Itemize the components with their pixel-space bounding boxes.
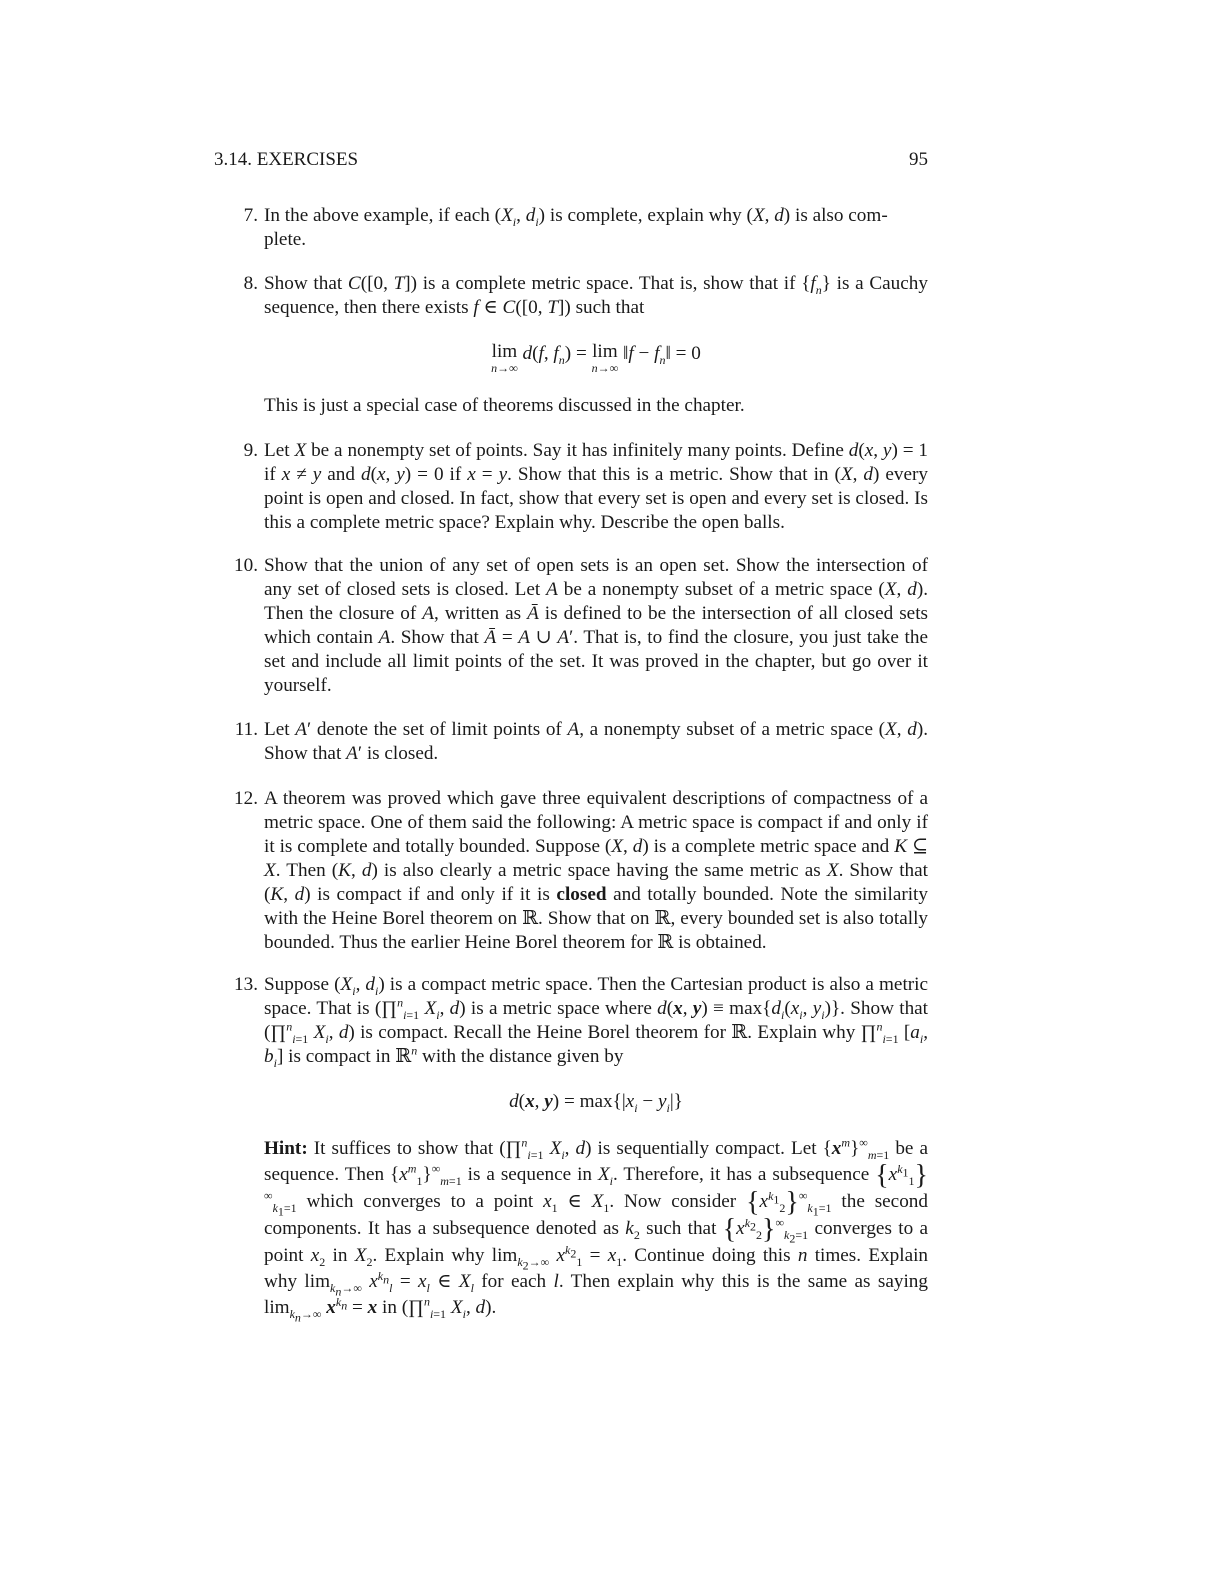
exercise-10: 10. Show that the union of any set of open sets is an open set. Show the intersection of any set of closed sets is closed. Let A be a nonempty subset of a metric space (X, d). Then the closure of A, written as Ā is defined to be the intersection of all closed sets which contain A. Show that Ā = A ∪ A′. That is, to find the closure, you just take the set and include all limit points of the set. It was proved in the chapter, but go over it yourself. — [264, 554, 928, 698]
exercise-8: 8. Show that C([0, T]) is a complete metric space. That is, show that if $\{f_n\}$ is a Cauchy sequence, then there exists f ∈ C([0, T]) such that — [264, 272, 928, 320]
exercise-13: 13. Suppose ($X_i$, $d_i$) is a compact metric space. Then the Cartesian product is also a metric space. That is (∏$^n_{i=1}$ $X_i$, d) is a metric space where d(x, $y) \equiv \max\{d_i(x_i$, $y_i$)}. Show that (∏$^n_{i=1}$ $X_i$, d) is compact. Recall the Heine Borel theorem for ℝ. Explain why ∏$^n_{i=1}$ [$a_i$, $b_i$] is compact in ℝ$^n$ with the distance given by — [264, 973, 928, 1069]
exercise-13-hint: Hint: It suffices to show that (∏$^n_{i=1}$ $X_i$, d) is sequentially compact. Let $\{x^m\}^\infty_{m=1}$ be a sequence. Then $\{x^m_1\}^\infty_{m=1}$ is a sequence in $X_i$. Therefore, it has a subsequence $\{x^{k_1}_1\}^\infty_{k_1=1}$ which converges to a point $x_1$ ∈ $X_1$. Now consider $\{x^{k_1}_2\}^\infty_{k_1=1}$ the second components. It has a subsequence denoted as $k_2$ such that $\{x^{k_2}_2\}^\infty_{k_2=1}$ converges to a point $x_2$ in $X_2$. Explain why $\lim_{k_2\to\infty} x^{k_2}_1 = x_1$. Continue doing this n times. Explain why $\lim_{k_n\to\infty} x^{k_n}_l = x_l$ ∈ $X_l$ for each l. Then explain why this is the same as saying $\lim_{k_n\to\infty} x^{k_n} = x$ in (∏$^n_{i=1}$ $X_i$, d). — [264, 1135, 929, 1325]
equation-limit: lim n→∞ d(f, $f_n) = \lim$ n→∞ ‖f − $f_n‖ = 0$ — [491, 341, 701, 375]
equation-distance: d(x, $y) = \max\{|x_i - y_i|\}$ — [509, 1091, 683, 1115]
exercise-number: 7. — [243, 205, 258, 226]
exercise-number: 13. — [234, 974, 258, 995]
page-number: 95 — [909, 149, 928, 170]
hint-label: Hint: — [264, 1138, 308, 1159]
exercise-number: 9. — [243, 440, 258, 461]
exercise-7: 7. In the above example, if each ($X_i$, $d_i$) is complete, explain why (X, d) is also com- plete. — [264, 204, 928, 252]
exercise-11: 11. Let A′ denote the set of limit points of A, a nonempty subset of a metric space (X, d). Show that A′ is closed. — [264, 718, 928, 766]
exercise-number: 12. — [234, 788, 258, 809]
section-title: 3.14. EXERCISES — [214, 149, 359, 170]
exercise-8-closing: This is just a special case of theorems discussed in the chapter. — [264, 395, 745, 416]
exercise-number: 11. — [234, 719, 258, 740]
exercise-number: 8. — [243, 273, 258, 294]
exercise-12: 12. A theorem was proved which gave three equivalent descriptions of compactness of a metric space. One of them said the following: A metric space is compact if and only if it is complete and totally bounded. Suppose (X, d) is a complete metric space and K ⊆ X. Then (K, d) is also clearly a metric space having the same metric as X. Show that (K, d) is compact if and only if it is closed and totally bounded. Note the similarity with the Heine Borel theorem on ℝ. Show that on ℝ, every bounded set is also totally bounded. Thus the earlier Heine Borel theorem for ℝ is obtained. — [264, 787, 928, 955]
exercise-number: 10. — [234, 555, 258, 576]
running-head — [214, 148, 928, 174]
exercise-9: 9. Let X be a nonempty set of points. Say it has infinitely many points. Define d(x, y) = 1 if x ≠ y and d(x, y) = 0 if x = y. Show that this is a metric. Show that in (X, d) every point is open and closed. In fact, show that every set is open and every set is closed. Is this a complete metric space? Explain why. Describe the open balls. — [264, 439, 928, 535]
